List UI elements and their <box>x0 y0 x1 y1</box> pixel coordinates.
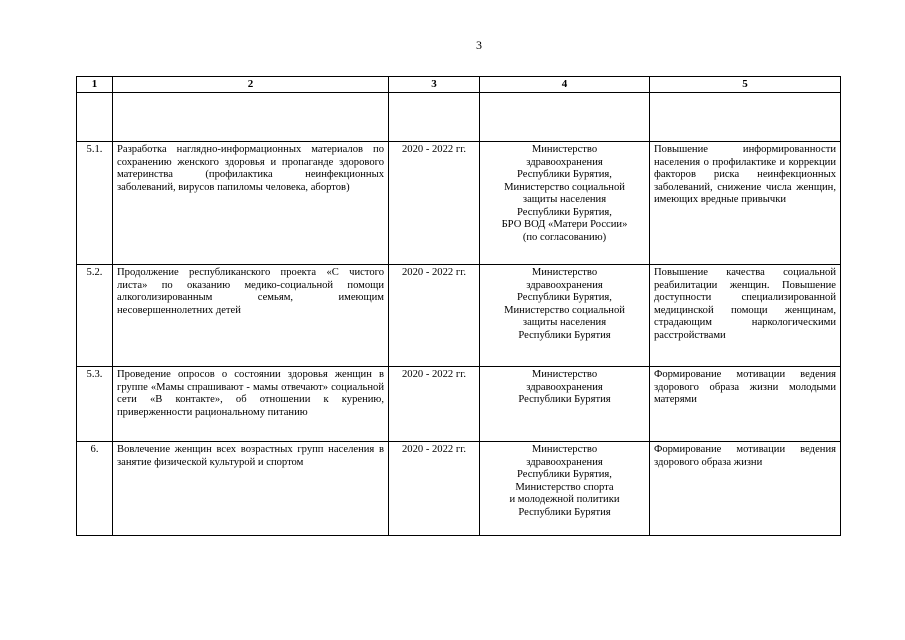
empty-cell <box>480 93 650 142</box>
activity-name: Продолжение республиканского проекта «С чистого листа» по оказанию медико-социальной помощи алкоголизированным семьям, имеющим несовершеннолетних детей <box>113 265 389 367</box>
empty-cell <box>113 93 389 142</box>
empty-cell <box>77 93 113 142</box>
activity-period: 2020 - 2022 гг. <box>389 265 480 367</box>
activity-result: Повышение информированности населения о профилактике и коррекции факторов риска неинфекционных заболеваний, снижение числа женщин, имеющих вредные привычки <box>650 142 841 265</box>
header-col-2: 2 <box>113 77 389 93</box>
header-col-3: 3 <box>389 77 480 93</box>
activity-period: 2020 - 2022 гг. <box>389 142 480 265</box>
row-number: 5.1. <box>77 142 113 265</box>
activity-executors: Министерство здравоохранения Республики Бурятия, Министерство социальной защиты населения Республики Бурятия <box>480 265 650 367</box>
activity-period: 2020 - 2022 гг. <box>389 442 480 536</box>
empty-cell <box>389 93 480 142</box>
empty-cell <box>650 93 841 142</box>
activity-name: Разработка наглядно-информационных материалов по сохранению женского здоровья и пропаганде здорового материнства (профилактика неинфекционных заболеваний, вирусов папиломы человека, абортов) <box>113 142 389 265</box>
activity-period: 2020 - 2022 гг. <box>389 367 480 442</box>
header-col-5: 5 <box>650 77 841 93</box>
activity-executors: Министерство здравоохранения Республики Бурятия, Министерство социальной защиты населения Республики Бурятия, БРО ВОД «Матери России» (по согласованию) <box>480 142 650 265</box>
activity-name: Вовлечение женщин всех возрастных групп населения в занятие физической культурой и спортом <box>113 442 389 536</box>
activity-result: Повышение качества социальной реабилитации женщин. Повышение доступности специализированной медицинской помощи женщинам, страдающим наркологическими расстройствами <box>650 265 841 367</box>
empty-row <box>77 93 841 142</box>
activity-result: Формирование мотивации ведения здорового образа жизни <box>650 442 841 536</box>
table-row <box>77 367 841 442</box>
activity-result: Формирование мотивации ведения здорового образа жизни молодыми матерями <box>650 367 841 442</box>
table-header-row <box>77 77 841 93</box>
row-number: 5.2. <box>77 265 113 367</box>
activities-table <box>76 76 841 536</box>
table-row <box>77 142 841 265</box>
table-row <box>77 265 841 367</box>
row-number: 6. <box>77 442 113 536</box>
activity-name: Проведение опросов о состоянии здоровья женщин в группе «Мамы спрашивают - мамы отвечают» социальной сети «В контакте», об отношении к курению, приверженности рациональному питанию <box>113 367 389 442</box>
header-col-1: 1 <box>77 77 113 93</box>
page-number: 3 <box>476 38 482 52</box>
activity-executors: Министерство здравоохранения Республики Бурятия <box>480 367 650 442</box>
table-row <box>77 442 841 536</box>
activity-executors: Министерство здравоохранения Республики Бурятия, Министерство спорта и молодежной политики Республики Бурятия <box>480 442 650 536</box>
row-number: 5.3. <box>77 367 113 442</box>
header-col-4: 4 <box>480 77 650 93</box>
